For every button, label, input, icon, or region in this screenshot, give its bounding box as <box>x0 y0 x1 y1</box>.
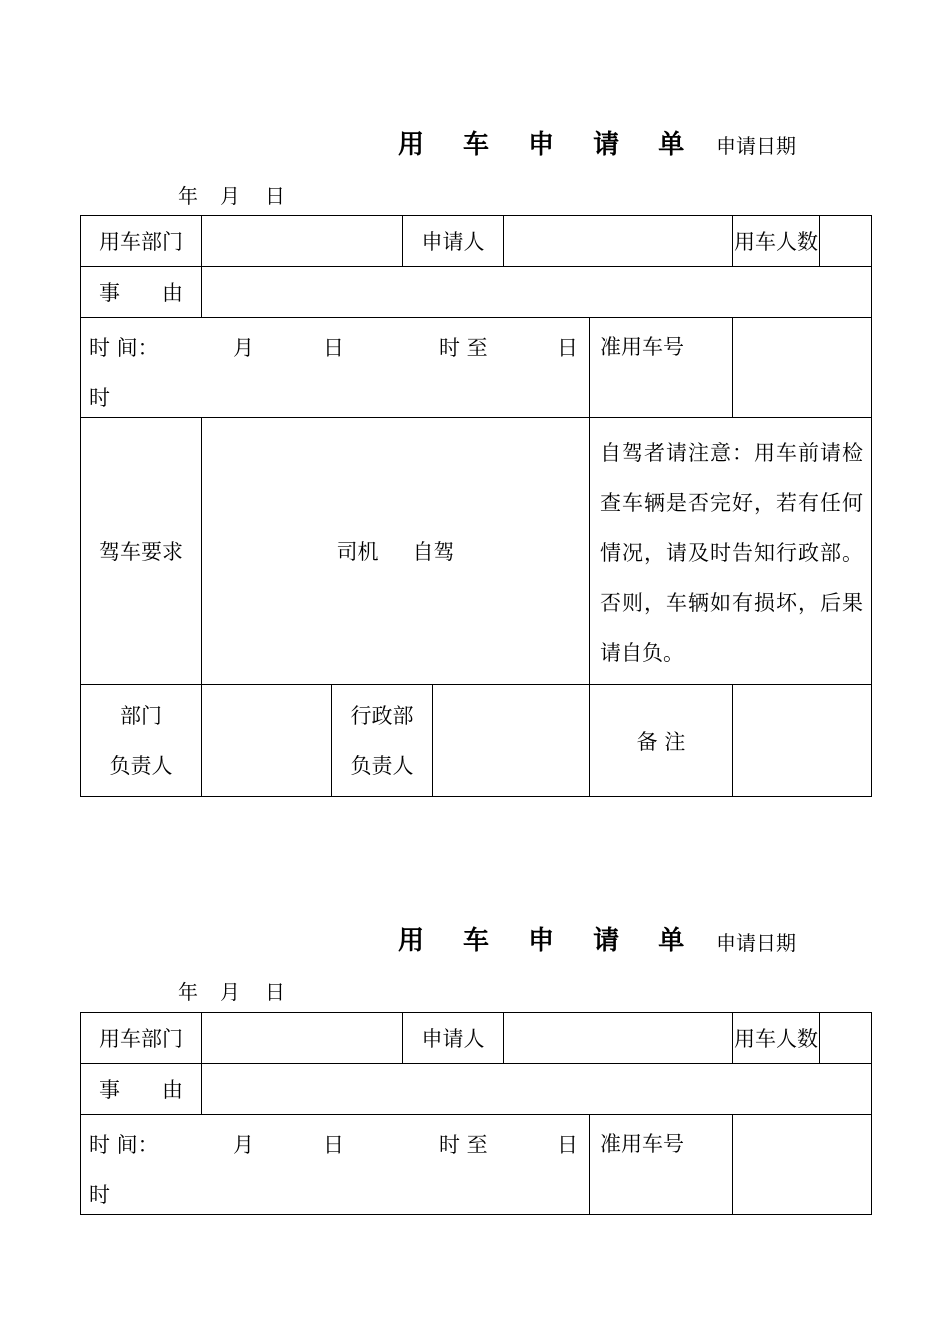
date-line <box>178 976 285 1005</box>
admin-head-signature[interactable] <box>433 685 590 797</box>
driving-requirement-label: 驾车要求 <box>81 418 202 685</box>
dept-head-signature[interactable] <box>202 685 332 797</box>
time-month: 月 <box>233 336 254 360</box>
dept-label: 用车部门 <box>81 1013 202 1064</box>
dept-label: 用车部门 <box>81 216 202 267</box>
passenger-count-field[interactable] <box>820 216 872 267</box>
dept-head-line2: 负责人 <box>109 753 173 778</box>
driver-option[interactable]: 司机 <box>336 540 379 564</box>
form-title: 用 车 申 请 单 <box>398 926 700 956</box>
reason-label: 事 由 <box>81 1064 202 1115</box>
passenger-count-label: 用车人数 <box>733 216 820 267</box>
remarks-field[interactable] <box>733 685 872 797</box>
time-field[interactable] <box>81 318 590 418</box>
time-label: 时 间： <box>89 336 159 360</box>
time-hour: 时 <box>89 1183 110 1207</box>
car-number-field[interactable] <box>733 318 872 418</box>
year-label: 年 <box>178 980 198 1004</box>
time-label: 时 间： <box>89 1133 159 1157</box>
dept-field[interactable] <box>202 216 403 267</box>
dept-field[interactable] <box>202 1013 403 1064</box>
driving-options <box>202 418 590 685</box>
day-label: 日 <box>265 184 285 208</box>
applicant-label: 申请人 <box>403 1013 504 1064</box>
reason-field[interactable] <box>202 1064 872 1115</box>
dept-head-label <box>81 685 202 797</box>
dept-head-line1: 部门 <box>120 703 162 728</box>
passenger-count-field[interactable] <box>820 1013 872 1064</box>
self-drive-option[interactable]: 自驾 <box>412 540 455 564</box>
apply-date-label: 申请日期 <box>716 134 796 158</box>
reason-label: 事 由 <box>81 267 202 318</box>
car-number-label: 准用车号 <box>590 1115 733 1215</box>
car-number-field[interactable] <box>733 1115 872 1215</box>
apply-date-label: 申请日期 <box>716 931 796 955</box>
time-day-end: 日 <box>557 1133 578 1157</box>
time-day: 日 <box>323 336 344 360</box>
notice-text: 自驾者请注意：用车前请检查车辆是否完好，若有任何情况，请及时告知行政部。否则，车辆如有损坏，后果请自负。 <box>600 441 864 665</box>
car-number-label: 准用车号 <box>590 318 733 418</box>
self-drive-notice <box>590 418 872 685</box>
passenger-count-label: 用车人数 <box>733 1013 820 1064</box>
applicant-label: 申请人 <box>403 216 504 267</box>
reason-field[interactable] <box>202 267 872 318</box>
time-month: 月 <box>233 1133 254 1157</box>
time-to: 时 至 <box>439 1133 488 1157</box>
admin-head-line2: 负责人 <box>350 753 414 778</box>
time-to: 时 至 <box>439 336 488 360</box>
vehicle-request-form <box>80 1012 872 1215</box>
applicant-field[interactable] <box>504 216 733 267</box>
time-day-end: 日 <box>557 336 578 360</box>
vehicle-request-form <box>80 215 872 797</box>
applicant-field[interactable] <box>504 1013 733 1064</box>
day-label: 日 <box>265 980 285 1004</box>
time-field[interactable] <box>81 1115 590 1215</box>
time-hour: 时 <box>89 386 110 410</box>
time-day: 日 <box>323 1133 344 1157</box>
date-line <box>178 180 285 209</box>
remarks-label: 备 注 <box>590 685 733 797</box>
admin-head-label <box>332 685 433 797</box>
year-label: 年 <box>178 184 198 208</box>
form-title: 用 车 申 请 单 <box>398 130 700 160</box>
admin-head-line1: 行政部 <box>350 703 414 728</box>
month-label: 月 <box>220 184 240 208</box>
month-label: 月 <box>220 980 240 1004</box>
